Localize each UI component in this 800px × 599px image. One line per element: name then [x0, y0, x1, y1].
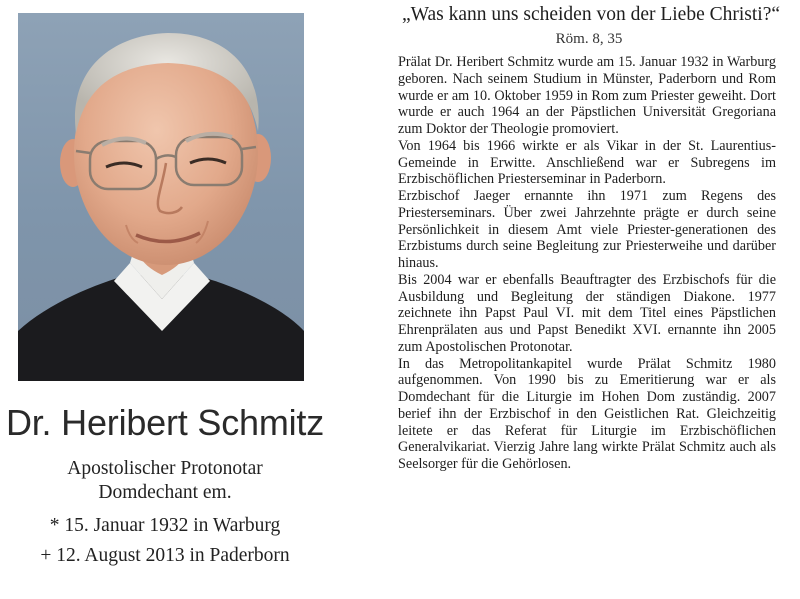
deceased-name: Dr. Heribert Schmitz — [5, 402, 325, 443]
bible-quote: „Was kann uns scheiden von der Liebe Christi?“ — [402, 4, 781, 25]
portrait-photo — [18, 13, 304, 381]
bio-paragraph: Erzbischof Jaeger ernannte ihn 1971 zum Regens des Priesterseminars. Über zwei Jahrzehnte prägte er durch seine Persönlichkeit in diesem Amt viele Priester-generationen des Erzbistums durch seine Begleitung zur Priesterweihe und darüber hinaus. — [398, 188, 776, 271]
biography — [398, 54, 776, 473]
bible-reference: Röm. 8, 35 — [555, 31, 623, 47]
death-date: + 12. August 2013 in Paderborn — [40, 545, 290, 566]
portrait-illustration — [18, 13, 304, 381]
bio-paragraph: Prälat Dr. Heribert Schmitz wurde am 15. Januar 1932 in Warburg geboren. Nach seinem Studium in Münster, Paderborn und Rom wurde er am 10. Oktober 1959 in Rom zum Priester geweiht. Dort wurde er auch 1964 an der Päpstlichen Universität Gregoriana zum Doktor der Theologie promoviert. — [398, 54, 776, 137]
bio-paragraph: Von 1964 bis 1966 wirkte er als Vikar in der St. Laurentius-Gemeinde in Erwitte. Anschließend war er Subregens im Erzbischöflichen Priesterseminar in Paderborn. — [398, 137, 776, 188]
bio-paragraph: In das Metropolitankapitel wurde Prälat Schmitz 1980 aufgenommen. Von 1990 bis zu Emeritierung war er als Domdechant für die Liturgie im Hohen Dom zuständig. 2007 berief ihn der Erzbischof in den Geistlichen Rat. Gleichzeitig leitete er das Referat für Liturgie im Erzbischöflichen Generalvikariat. Vierzig Jahre lang wirkte Prälat Schmitz auch als Seelsorger für die Gehörlosen. — [398, 355, 776, 472]
title-domdechant: Domdechant em. — [98, 482, 232, 503]
birth-date: * 15. Januar 1932 in Warburg — [49, 515, 281, 536]
bio-paragraph: Bis 2004 war er ebenfalls Beauftragter des Erzbischofs für die Ausbildung und Begleitung der ständigen Diakone. 1977 zeichnete ihn Papst Paul VI. mit dem Titel eines Päpstlichen Ehrenprälaten aus und Papst Benedikt XVI. ernannte ihn 2005 zum Apostolischen Protonotar. — [398, 271, 776, 355]
title-protonotar: Apostolischer Protonotar — [67, 458, 263, 479]
